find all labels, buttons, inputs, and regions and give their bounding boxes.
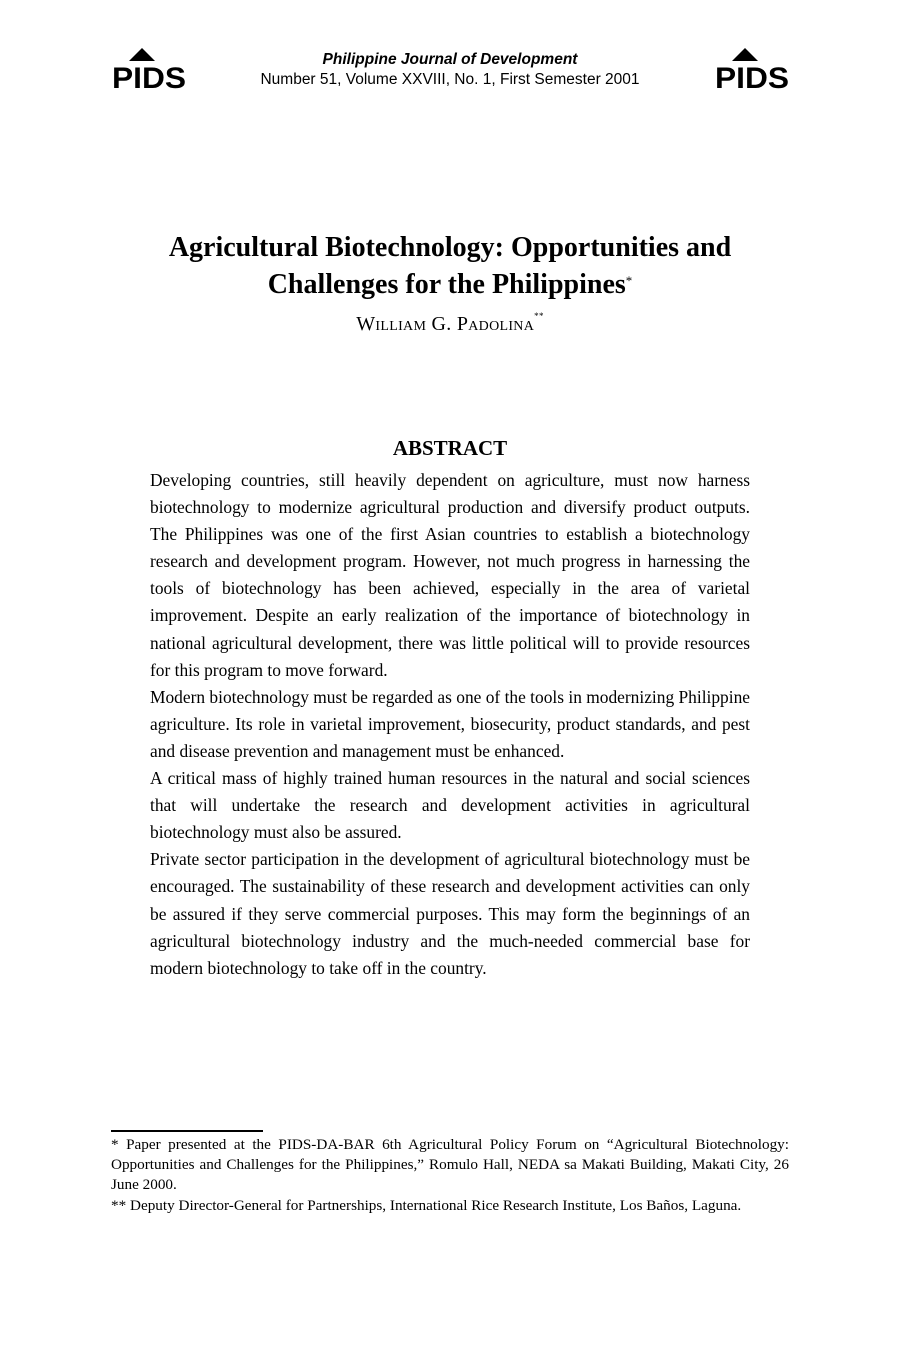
footnote-2: ** Deputy Director-General for Partnerships, International Rice Research Institute, Los Baños, Laguna. (111, 1196, 742, 1214)
abstract-paragraph: A critical mass of highly trained human resources in the natural and social sciences that will undertake the research and development activities in agricultural biotechnology must also be assured. (150, 768, 750, 843)
abstract-heading: ABSTRACT (392, 436, 508, 460)
footnote-1: * Paper presented at the PIDS-DA-BAR 6th Agricultural Policy Forum on “Agricultural Biotechnology: Opportunities and Challenges for the Philippines,” Romulo Hall, NEDA sa Makati Building, Makati City, 26 June 2000. (111, 1136, 789, 1194)
article-title-text: Agricultural Biotechnology: Opportunities and Challenges for the Philippines (168, 232, 732, 300)
author-footnote-mark: ** (534, 311, 544, 321)
footnote-divider (111, 1130, 263, 1132)
journal-name: Philippine Journal of Development (322, 51, 578, 68)
journal-issue: Number 51, Volume XXVIII, No. 1, First Semester 2001 (260, 71, 640, 88)
svg-text:PIDS: PIDS (715, 62, 789, 90)
abstract-paragraph: Modern biotechnology must be regarded as one of the tools in modernizing Philippine agriculture. Its role in varietal improvement, biosecurity, product standards, and pest and disease prevention and management must be enhanced. (150, 686, 750, 761)
title-footnote-mark: * (625, 273, 633, 288)
article-title (110, 229, 790, 303)
svg-text:PIDS: PIDS (112, 62, 186, 90)
pids-logo-right (714, 48, 790, 90)
author-name: William G. Padolina (356, 313, 535, 335)
journal-header (150, 50, 750, 90)
abstract-paragraph: Developing countries, still heavily dependent on agriculture, must now harness biotechnology to modernize agricultural production and diversify product outputs. The Philippines was one of the first Asian countries to establish a biotechnology research and development program. However, not much progress in harnessing the tools of biotechnology has been achieved, especially in the area of varietal improvement. Despite an early realization of the importance of biotechnology in national agricultural development, there was little political will to provide resources for this program to move forward. (150, 470, 750, 680)
footnotes (111, 1135, 789, 1216)
abstract-body (150, 467, 750, 982)
article-author (150, 313, 750, 336)
abstract-paragraph: Private sector participation in the development of agricultural biotechnology must be encouraged. The sustainability of these research and development activities can only be assured if they serve commercial purposes. This may form the beginnings of an agricultural biotechnology industry and the much-needed commercial base for modern biotechnology to take off in the country. (150, 849, 750, 978)
